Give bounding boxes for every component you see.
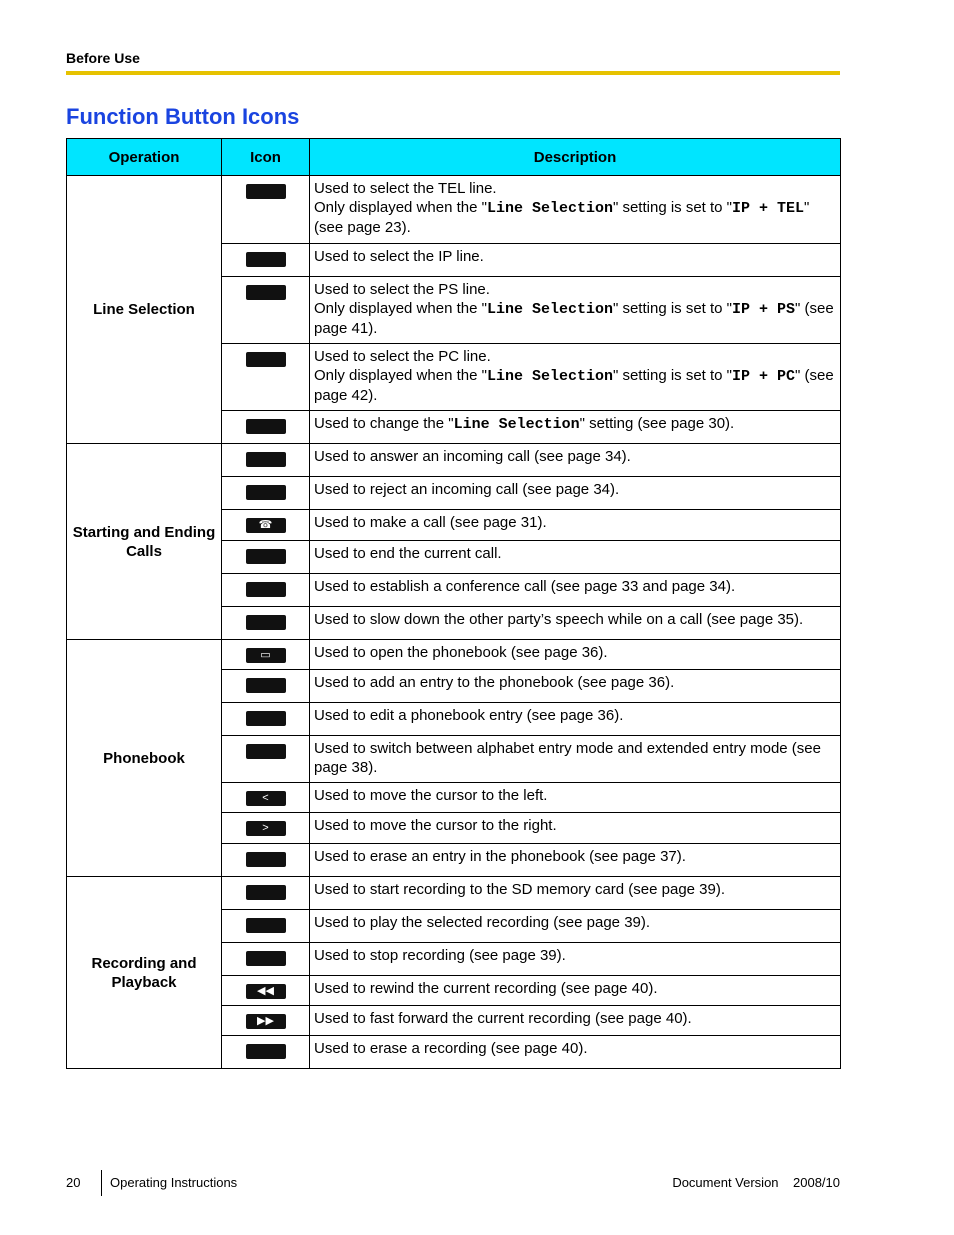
description-cell bbox=[310, 844, 841, 877]
description-text: Only displayed when the " bbox=[314, 300, 487, 317]
description-text: " (see page 42). bbox=[314, 367, 834, 404]
description-text: Used to select the IP line. bbox=[314, 248, 484, 265]
icon-cell bbox=[222, 176, 310, 244]
description-text: Used to play the selected recording (see page 39). bbox=[314, 914, 651, 931]
icon-cell bbox=[222, 477, 310, 510]
icon-cell bbox=[222, 444, 310, 477]
blank-button-icon bbox=[246, 1044, 286, 1059]
blank-button-icon bbox=[246, 419, 286, 434]
description-cell bbox=[310, 541, 841, 574]
description-text: Used to erase a recording (see page 40). bbox=[314, 1040, 588, 1057]
description-text: Used to start recording to the SD memory card (see page 39). bbox=[314, 881, 726, 898]
blank-button-icon bbox=[246, 352, 286, 367]
blank-button-icon bbox=[246, 918, 286, 933]
description-text: Used to move the cursor to the right. bbox=[314, 817, 557, 834]
handset-icon: ☎ bbox=[246, 518, 286, 533]
description-text: Line Selection bbox=[486, 301, 613, 318]
description-text: Used to stop recording (see page 39). bbox=[314, 947, 566, 964]
description-text: Line Selection bbox=[486, 368, 613, 385]
icon-cell bbox=[222, 910, 310, 943]
description-cell bbox=[310, 510, 841, 541]
blank-button-icon bbox=[246, 951, 286, 966]
description-text: Used to fast forward the current recording (see page 40). bbox=[314, 1010, 692, 1027]
operation-cell: Line Selection bbox=[67, 176, 222, 444]
icon-cell bbox=[222, 607, 310, 640]
rewind-icon: ◀◀ bbox=[246, 984, 286, 999]
description-text: Used to switch between alphabet entry mode and extended entry mode (see page 38). bbox=[314, 740, 821, 776]
blank-button-icon bbox=[246, 711, 286, 726]
description-text: Used to edit a phonebook entry (see page 36). bbox=[314, 707, 624, 724]
description-cell bbox=[310, 736, 841, 783]
blank-button-icon bbox=[246, 452, 286, 467]
description-cell bbox=[310, 1006, 841, 1036]
table-row bbox=[67, 444, 841, 477]
description-text: Used to make a call (see page 31). bbox=[314, 514, 547, 531]
blank-button-icon bbox=[246, 885, 286, 900]
description-text: Only displayed when the " bbox=[314, 199, 487, 216]
icon-cell bbox=[222, 783, 310, 813]
description-text: IP + PC bbox=[732, 368, 796, 385]
description-text: Used to erase an entry in the phonebook (see page 37). bbox=[314, 848, 686, 865]
blank-button-icon bbox=[246, 582, 286, 597]
operation-cell: Phonebook bbox=[67, 640, 222, 877]
icon-cell bbox=[222, 670, 310, 703]
description-text: Line Selection bbox=[453, 416, 580, 433]
page-title: Function Button Icons bbox=[66, 104, 300, 129]
document-version bbox=[672, 1175, 840, 1190]
description-text: Used to change the " bbox=[314, 415, 454, 432]
description-text: IP + TEL bbox=[732, 200, 805, 217]
table-row bbox=[67, 640, 841, 670]
function-icons-table bbox=[66, 138, 841, 1069]
document-name: Operating Instructions bbox=[110, 1175, 238, 1190]
footer-divider bbox=[101, 1170, 102, 1196]
blank-button-icon bbox=[246, 184, 286, 199]
blank-button-icon bbox=[246, 852, 286, 867]
icon-cell bbox=[222, 411, 310, 444]
description-text: Line Selection bbox=[486, 200, 613, 217]
icon-cell bbox=[222, 541, 310, 574]
icon-cell bbox=[222, 943, 310, 976]
header-rule bbox=[66, 71, 840, 75]
description-text: " setting is set to " bbox=[612, 199, 733, 216]
description-cell bbox=[310, 783, 841, 813]
description-text: " setting is set to " bbox=[612, 367, 733, 384]
cursor-right-icon: > bbox=[246, 821, 286, 836]
description-text: Used to end the current call. bbox=[314, 545, 502, 562]
blank-button-icon bbox=[246, 744, 286, 759]
page-number: 20 bbox=[66, 1175, 81, 1190]
column-header-operation: Operation bbox=[67, 139, 222, 176]
version-label: Document Version bbox=[672, 1175, 779, 1190]
column-header-description: Description bbox=[310, 139, 841, 176]
blank-button-icon bbox=[246, 285, 286, 300]
blank-button-icon bbox=[246, 678, 286, 693]
blank-button-icon bbox=[246, 615, 286, 630]
blank-button-icon bbox=[246, 549, 286, 564]
description-cell bbox=[310, 244, 841, 277]
description-text: Used to slow down the other party’s speech while on a call (see page 35). bbox=[314, 611, 804, 628]
description-text: Used to move the cursor to the left. bbox=[314, 787, 548, 804]
description-cell bbox=[310, 1036, 841, 1069]
icon-cell bbox=[222, 976, 310, 1006]
section-label: Before Use bbox=[66, 50, 140, 66]
description-cell bbox=[310, 703, 841, 736]
table-row bbox=[67, 877, 841, 910]
icon-cell bbox=[222, 703, 310, 736]
description-text: Used to answer an incoming call (see page 34). bbox=[314, 448, 631, 465]
description-text: Used to rewind the current recording (see page 40). bbox=[314, 980, 658, 997]
description-cell bbox=[310, 910, 841, 943]
description-text: " (see page 23). bbox=[314, 199, 810, 236]
description-cell bbox=[310, 943, 841, 976]
description-text: Only displayed when the " bbox=[314, 367, 487, 384]
fast-forward-icon: ▶▶ bbox=[246, 1014, 286, 1029]
cursor-left-icon: < bbox=[246, 791, 286, 806]
description-text: " setting is set to " bbox=[612, 300, 733, 317]
operation-cell: Starting and Ending Calls bbox=[67, 444, 222, 640]
description-cell bbox=[310, 277, 841, 344]
description-text: " (see page 41). bbox=[314, 300, 834, 337]
description-cell bbox=[310, 477, 841, 510]
icon-cell bbox=[222, 1006, 310, 1036]
description-text: Used to select the PS line. bbox=[314, 281, 490, 298]
icon-cell bbox=[222, 877, 310, 910]
icon-cell bbox=[222, 736, 310, 783]
table-body bbox=[67, 176, 841, 1069]
icon-cell bbox=[222, 640, 310, 670]
description-cell bbox=[310, 640, 841, 670]
description-cell bbox=[310, 976, 841, 1006]
description-text: " setting (see page 30). bbox=[579, 415, 735, 432]
icon-cell bbox=[222, 244, 310, 277]
icon-cell bbox=[222, 844, 310, 877]
description-text: Used to reject an incoming call (see page 34). bbox=[314, 481, 620, 498]
description-text: Used to select the TEL line. bbox=[314, 180, 497, 197]
operation-cell: Recording and Playback bbox=[67, 877, 222, 1069]
description-text: Used to select the PC line. bbox=[314, 348, 491, 365]
description-cell bbox=[310, 574, 841, 607]
description-cell bbox=[310, 444, 841, 477]
icon-cell bbox=[222, 813, 310, 844]
description-cell bbox=[310, 411, 841, 444]
description-text: Used to open the phonebook (see page 36). bbox=[314, 644, 608, 661]
icon-cell bbox=[222, 344, 310, 411]
description-text: IP + PS bbox=[732, 301, 796, 318]
icon-cell bbox=[222, 1036, 310, 1069]
table-row bbox=[67, 176, 841, 244]
icon-cell bbox=[222, 510, 310, 541]
description-text: Used to establish a conference call (see page 33 and page 34). bbox=[314, 578, 736, 595]
description-cell bbox=[310, 344, 841, 411]
description-cell bbox=[310, 607, 841, 640]
version-value: 2008/10 bbox=[793, 1175, 840, 1190]
table-header-row bbox=[67, 139, 841, 176]
description-text: Used to add an entry to the phonebook (see page 36). bbox=[314, 674, 675, 691]
description-cell bbox=[310, 670, 841, 703]
blank-button-icon bbox=[246, 252, 286, 267]
column-header-icon: Icon bbox=[222, 139, 310, 176]
icon-cell bbox=[222, 574, 310, 607]
icon-cell bbox=[222, 277, 310, 344]
description-cell bbox=[310, 813, 841, 844]
description-cell bbox=[310, 877, 841, 910]
description-cell bbox=[310, 176, 841, 244]
phonebook-icon: ▭ bbox=[246, 648, 286, 663]
blank-button-icon bbox=[246, 485, 286, 500]
